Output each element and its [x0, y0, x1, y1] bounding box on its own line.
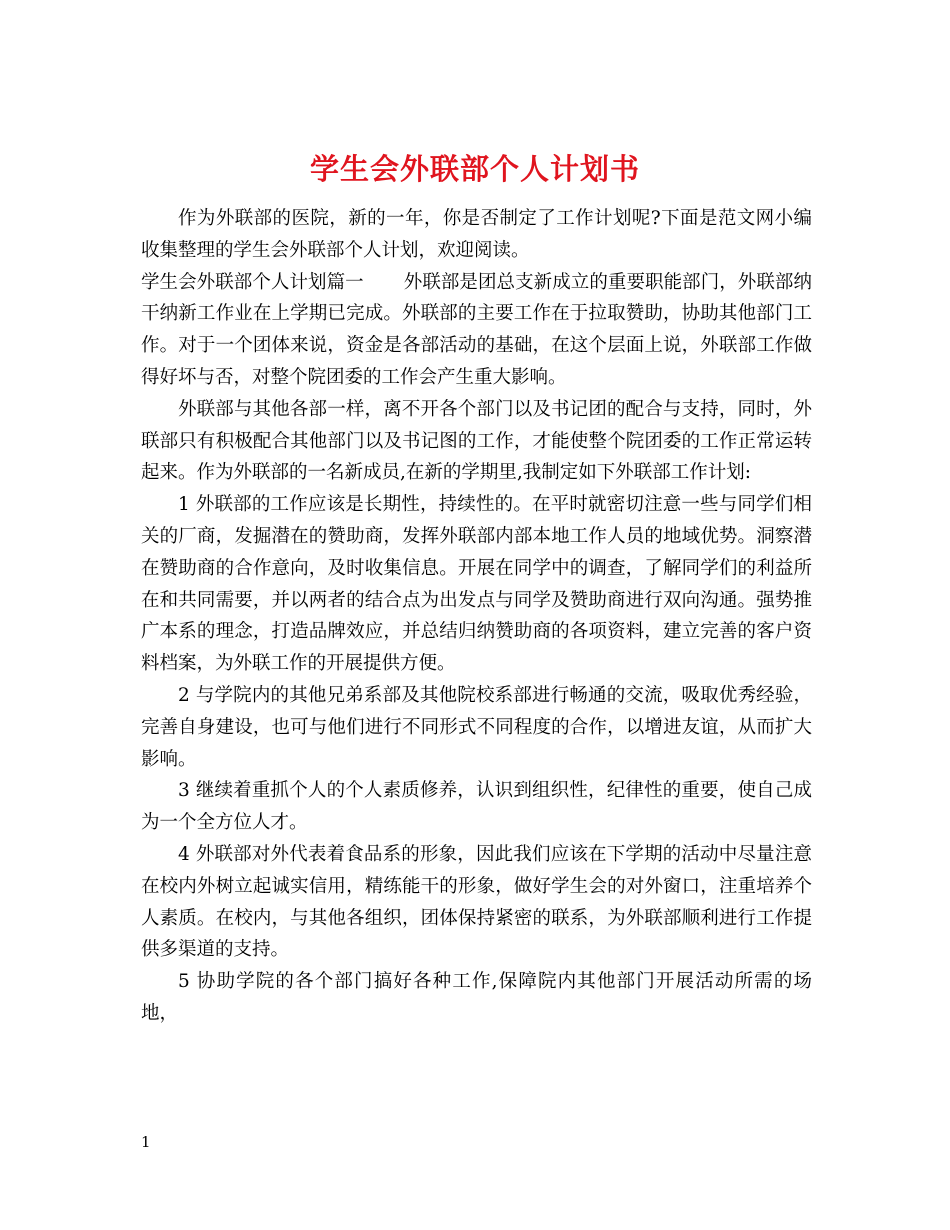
section-heading: 学生会外联部个人计划篇一	[141, 271, 364, 293]
plan-item-1: 1 外联部的工作应该是长期性，持续性的。在平时就密切注意一些与同学们相关的厂商，发掘潜在的赞助商，发挥外联部内部本地工作人员的地域优势。洞察潜在赞助商的合作意向，及时收集信息。开展在同学中的调查，了解同学们的利益所在和共同需要，并以两者的结合点为出发点与同学及赞助商进行双向沟通。强势推广本系的理念，打造品牌效应，并总结归纳赞助商的各项资料，建立完善的客户资料档案，为外联工作的开展提供方便。	[141, 494, 812, 675]
document-title: 学生会外联部个人计划书	[309, 152, 640, 187]
plan-item-4: 4 外联部对外代表着食品系的形象，因此我们应该在下学期的活动中尽量注意在校内外树立起诚实信用，精练能干的形象，做好学生会的对外窗口，注重培养个人素质。在校内，与其他各组织，团体保持紧密的联系，为外联部顺利进行工作提供多渠道的支持。	[141, 843, 812, 961]
document-body	[141, 203, 812, 1030]
section-paragraph	[141, 267, 812, 394]
plan-item-2: 2 与学院内的其他兄弟系部及其他院校系部进行畅通的交流，吸取优秀经验，完善自身建设，也可与他们进行不同形式不同程度的合作，以增进友谊，从而扩大影响。	[141, 684, 812, 770]
plan-item-3: 3 继续着重抓个人的个人素质修养，认识到组织性，纪律性的重要，使自己成为一个全方位人才。	[141, 780, 812, 834]
page-number: 1	[141, 1133, 151, 1151]
plan-item-5: 5 协助学院的各个部门搞好各种工作,保障院内其他部门开展活动所需的场地，	[141, 971, 812, 1024]
body-paragraph-cooperation: 外联部与其他各部一样，离不开各个部门以及书记团的配合与支持，同时，外联部只有积极配合其他部门以及书记图的工作，才能使整个院团委的工作正常运转起来。作为外联部的一名新成员,在新的学期里,我制定如下外联部工作计划:	[141, 398, 812, 484]
intro-paragraph: 作为外联部的医院，新的一年，你是否制定了工作计划呢?下面是范文网小编收集整理的学生会外联部个人计划，欢迎阅读。	[141, 208, 812, 261]
section-text: 外联部是团总支新成立的重要职能部门，外联部纳干纳新工作业在上学期已完成。外联部的主要工作在于拉取赞助，协助其他部门工作。对于一个团体来说，资金是各部活动的基础，在这个层面上说，外联部工作做得好坏与否，对整个院团委的工作会产生重大影响。	[141, 271, 812, 388]
